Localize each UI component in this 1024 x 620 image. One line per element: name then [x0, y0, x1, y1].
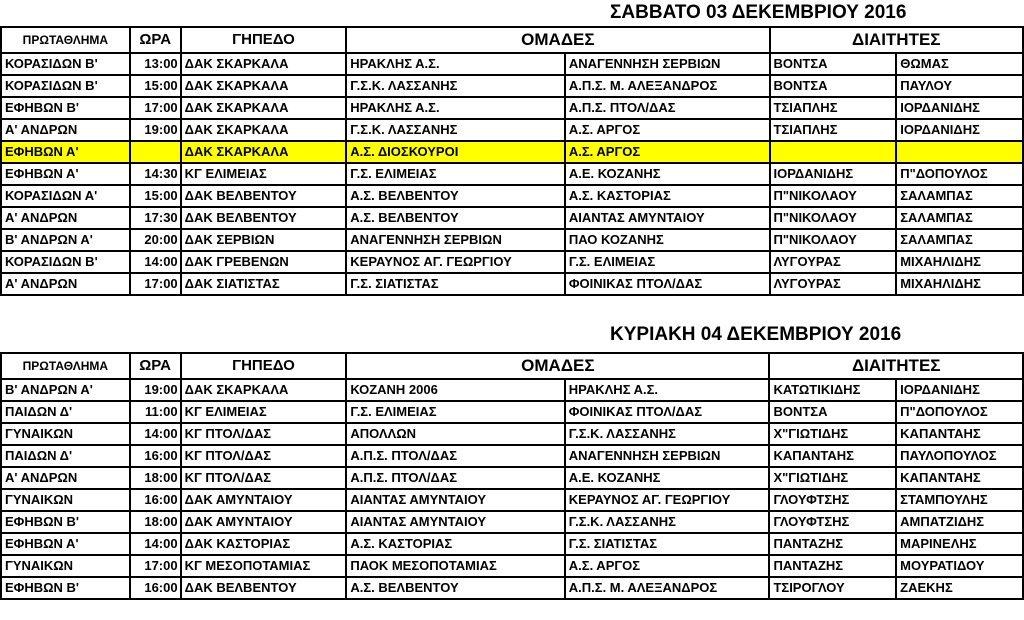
away-team-cell: ΗΡΑΚΛΗΣ Α.Σ.	[565, 379, 770, 401]
competition-cell: ΕΦΗΒΩΝ Α'	[1, 163, 130, 185]
saturday-header-row	[1, 27, 1023, 53]
home-team-cell: ΑΝΑΓΕΝΝΗΣΗ ΣΕΡΒΙΩΝ	[346, 229, 565, 251]
away-team-cell: Α.Ε. ΚΟΖΑΝΗΣ	[565, 467, 770, 489]
competition-cell: ΕΦΗΒΩΝ Β'	[1, 577, 130, 599]
referee-2-cell: ΘΩΜΑΣ	[896, 53, 1023, 75]
referee-2-cell: Π"ΔΟΠΟΥΛΟΣ	[896, 163, 1023, 185]
referee-2-cell: ΚΑΠΑΝΤΑΗΣ	[896, 423, 1023, 445]
time-cell: 15:00	[130, 185, 181, 207]
time-cell: 14:30	[130, 163, 181, 185]
competition-cell: ΓΥΝΑΙΚΩΝ	[1, 423, 130, 445]
time-cell: 14:00	[130, 251, 181, 273]
venue-cell: ΚΓ ΕΛΙΜΕΙΑΣ	[181, 401, 347, 423]
time-cell: 18:00	[130, 511, 181, 533]
time-cell: 11:00	[130, 401, 181, 423]
competition-cell: Β' ΑΝΔΡΩΝ Α'	[1, 229, 130, 251]
referee-1-cell: ΓΛΟΥΦΤΣΗΣ	[769, 511, 896, 533]
table-row	[1, 423, 1023, 445]
table-row	[1, 53, 1023, 75]
table-row	[1, 511, 1023, 533]
referee-1-cell: ΤΣΙΑΠΛΗΣ	[770, 119, 897, 141]
referee-2-cell: ΠΑΥΛΟΥ	[896, 75, 1023, 97]
away-team-cell: Α.Σ. ΑΡΓΟΣ	[565, 119, 770, 141]
competition-cell: ΚΟΡΑΣΙΔΩΝ Α'	[1, 185, 130, 207]
home-team-cell: ΑΙΑΝΤΑΣ ΑΜΥΝΤΑΙΟΥ	[346, 511, 564, 533]
referee-2-cell: ΜΙΧΑΗΛΙΔΗΣ	[896, 251, 1023, 273]
competition-cell: ΕΦΗΒΩΝ Β'	[1, 511, 130, 533]
table-row	[1, 533, 1023, 555]
referee-2-cell: ΙΟΡΔΑΝΙΔΗΣ	[896, 379, 1023, 401]
venue-cell: ΔΑΚ ΑΜΥΝΤΑΙΟΥ	[181, 489, 347, 511]
table-row	[1, 75, 1023, 97]
referee-2-cell: ΙΟΡΔΑΝΙΔΗΣ	[896, 97, 1023, 119]
header-competition: ΠΡΩΤΑΘΛΗΜΑ	[1, 353, 130, 379]
home-team-cell: Α.Σ. ΒΕΛΒΕΝΤΟΥ	[346, 207, 565, 229]
competition-cell: ΓΥΝΑΙΚΩΝ	[1, 489, 130, 511]
referee-1-cell: ΓΛΟΥΦΤΣΗΣ	[769, 489, 896, 511]
time-cell: 14:00	[130, 423, 181, 445]
referee-1-cell: Π"ΝΙΚΟΛΑΟΥ	[770, 207, 897, 229]
referee-2-cell: ΣΑΛΑΜΠΑΣ	[896, 229, 1023, 251]
venue-cell: ΚΓ ΠΤΟΛ/ΔΑΣ	[181, 423, 347, 445]
referee-1-cell: ΤΣΙΑΠΛΗΣ	[770, 97, 897, 119]
table-row	[1, 251, 1023, 273]
table-row	[1, 577, 1023, 599]
home-team-cell: Α.Σ. ΔΙΟΣΚΟΥΡΟΙ	[346, 141, 565, 163]
table-row	[1, 119, 1023, 141]
competition-cell: ΠΑΙΔΩΝ Δ'	[1, 401, 130, 423]
away-team-cell: ΑΝΑΓΕΝΝΗΣΗ ΣΕΡΒΙΩΝ	[565, 53, 770, 75]
time-cell: 16:00	[130, 489, 181, 511]
time-cell: 14:00	[130, 533, 181, 555]
home-team-cell: Γ.Σ.Κ. ΛΑΣΣΑΝΗΣ	[346, 75, 565, 97]
home-team-cell: Α.Σ. ΒΕΛΒΕΝΤΟΥ	[346, 185, 565, 207]
home-team-cell: ΚΟΖΑΝΗ 2006	[346, 379, 564, 401]
venue-cell: ΔΑΚ ΣΚΑΡΚΑΛΑ	[181, 97, 347, 119]
time-cell: 20:00	[130, 229, 181, 251]
venue-cell: ΔΑΚ ΓΡΕΒΕΝΩΝ	[181, 251, 347, 273]
venue-cell: ΔΑΚ ΣΚΑΡΚΑΛΑ	[181, 53, 347, 75]
sunday-header-row	[1, 353, 1023, 379]
home-team-cell: Α.Π.Σ. ΠΤΟΛ/ΔΑΣ	[346, 467, 564, 489]
away-team-cell: Γ.Σ. ΣΙΑΤΙΣΤΑΣ	[565, 533, 770, 555]
header-venue: ΓΗΠΕΔΟ	[181, 353, 347, 379]
venue-cell: ΔΑΚ ΣΚΑΡΚΑΛΑ	[181, 379, 347, 401]
away-team-cell: Α.Π.Σ. Μ. ΑΛΕΞΑΝΔΡΟΣ	[565, 577, 770, 599]
away-team-cell: Α.Σ. ΑΡΓΟΣ	[565, 141, 770, 163]
saturday-date-title: ΣΑΒΒΑΤΟ 03 ΔΕΚΕΜΒΡΙΟΥ 2016	[610, 2, 907, 23]
away-team-cell: Γ.Σ.Κ. ΛΑΣΣΑΝΗΣ	[565, 423, 770, 445]
venue-cell: ΚΓ ΕΛΙΜΕΙΑΣ	[181, 163, 347, 185]
home-team-cell: Α.Σ. ΒΕΛΒΕΝΤΟΥ	[346, 577, 564, 599]
away-team-cell: Γ.Σ.Κ. ΛΑΣΣΑΝΗΣ	[565, 511, 770, 533]
header-teams: ΟΜΑΔΕΣ	[346, 353, 769, 379]
home-team-cell: Γ.Σ. ΣΙΑΤΙΣΤΑΣ	[346, 273, 565, 295]
home-team-cell: Γ.Σ. ΕΛΙΜΕΙΑΣ	[346, 401, 564, 423]
referee-2-cell: ΣΑΛΑΜΠΑΣ	[896, 185, 1023, 207]
away-team-cell: Γ.Σ. ΕΛΙΜΕΙΑΣ	[565, 251, 770, 273]
time-cell: 16:00	[130, 445, 181, 467]
venue-cell: ΔΑΚ ΚΑΣΤΟΡΙΑΣ	[181, 533, 347, 555]
referee-2-cell: ΣΤΑΜΠΟΥΛΗΣ	[896, 489, 1023, 511]
referee-2-cell: ΖΑΕΚΗΣ	[896, 577, 1023, 599]
referee-1-cell: ΚΑΠΑΝΤΑΗΣ	[769, 445, 896, 467]
table-row	[1, 185, 1023, 207]
time-cell: 17:30	[130, 207, 181, 229]
venue-cell: ΔΑΚ ΣΕΡΒΙΩΝ	[181, 229, 347, 251]
home-team-cell: Γ.Σ. ΕΛΙΜΕΙΑΣ	[346, 163, 565, 185]
table-row	[1, 163, 1023, 185]
away-team-cell: ΠΑΟ ΚΟΖΑΝΗΣ	[565, 229, 770, 251]
header-venue: ΓΗΠΕΔΟ	[181, 27, 347, 53]
referee-2-cell	[896, 141, 1023, 163]
table-row	[1, 401, 1023, 423]
table-row	[1, 273, 1023, 295]
venue-cell: ΚΓ ΠΤΟΛ/ΔΑΣ	[181, 445, 347, 467]
referee-1-cell: ΙΟΡΔΑΝΙΔΗΣ	[770, 163, 897, 185]
competition-cell: ΕΦΗΒΩΝ Α'	[1, 533, 130, 555]
competition-cell: ΚΟΡΑΣΙΔΩΝ Β'	[1, 251, 130, 273]
home-team-cell: Α.Π.Σ. ΠΤΟΛ/ΔΑΣ	[346, 445, 564, 467]
competition-cell: Β' ΑΝΔΡΩΝ Α'	[1, 379, 130, 401]
referee-2-cell: ΜΟΥΡΑΤΙΔΟΥ	[896, 555, 1023, 577]
referee-1-cell: Π"ΝΙΚΟΛΑΟΥ	[770, 185, 897, 207]
away-team-cell: ΑΙΑΝΤΑΣ ΑΜΥΝΤΑΙΟΥ	[565, 207, 770, 229]
time-cell: 13:00	[130, 53, 181, 75]
home-team-cell: Γ.Σ.Κ. ΛΑΣΣΑΝΗΣ	[346, 119, 565, 141]
referee-1-cell: ΚΑΤΩΤΙΚΙΔΗΣ	[769, 379, 896, 401]
referee-2-cell: ΜΙΧΑΗΛΙΔΗΣ	[896, 273, 1023, 295]
away-team-cell: ΑΝΑΓΕΝΝΗΣΗ ΣΕΡΒΙΩΝ	[565, 445, 770, 467]
time-cell: 19:00	[130, 379, 181, 401]
header-referees: ΔΙΑΙΤΗΤΕΣ	[770, 27, 1024, 53]
table-row	[1, 445, 1023, 467]
venue-cell: ΔΑΚ ΒΕΛΒΕΝΤΟΥ	[181, 207, 347, 229]
table-row	[1, 229, 1023, 251]
referee-1-cell: ΛΥΓΟΥΡΑΣ	[770, 251, 897, 273]
referee-1-cell: ΠΑΝΤΑΖΗΣ	[769, 555, 896, 577]
header-teams: ΟΜΑΔΕΣ	[346, 27, 769, 53]
table-row	[1, 97, 1023, 119]
table-row	[1, 489, 1023, 511]
away-team-cell: Α.Π.Σ. Μ. ΑΛΕΞΑΝΔΡΟΣ	[565, 75, 770, 97]
competition-cell: ΕΦΗΒΩΝ Β'	[1, 97, 130, 119]
away-team-cell: Α.Π.Σ. ΠΤΟΛ/ΔΑΣ	[565, 97, 770, 119]
referee-1-cell: ΒΟΝΤΣΑ	[770, 75, 897, 97]
header-time: ΩΡΑ	[130, 353, 181, 379]
home-team-cell: ΑΠΟΛΛΩΝ	[346, 423, 564, 445]
competition-cell: Α' ΑΝΔΡΩΝ	[1, 207, 130, 229]
sunday-rows	[1, 353, 1023, 599]
table-row	[1, 207, 1023, 229]
home-team-cell: ΚΕΡΑΥΝΟΣ ΑΓ. ΓΕΩΡΓΙΟΥ	[346, 251, 565, 273]
competition-cell: ΠΑΙΔΩΝ Δ'	[1, 445, 130, 467]
header-referees: ΔΙΑΙΤΗΤΕΣ	[769, 353, 1023, 379]
competition-cell: ΚΟΡΑΣΙΔΩΝ Β'	[1, 53, 130, 75]
away-team-cell: ΦΟΙΝΙΚΑΣ ΠΤΟΛ/ΔΑΣ	[565, 273, 770, 295]
away-team-cell: Α.Σ. ΑΡΓΟΣ	[565, 555, 770, 577]
venue-cell: ΚΓ ΠΤΟΛ/ΔΑΣ	[181, 467, 347, 489]
away-team-cell: ΦΟΙΝΙΚΑΣ ΠΤΟΛ/ΔΑΣ	[565, 401, 770, 423]
time-cell: 17:00	[130, 273, 181, 295]
home-team-cell: ΑΙΑΝΤΑΣ ΑΜΥΝΤΑΙΟΥ	[346, 489, 564, 511]
referee-1-cell: Π"ΝΙΚΟΛΑΟΥ	[770, 229, 897, 251]
saturday-schedule-table	[0, 26, 1024, 296]
competition-cell: Α' ΑΝΔΡΩΝ	[1, 119, 130, 141]
venue-cell: ΔΑΚ ΑΜΥΝΤΑΙΟΥ	[181, 511, 347, 533]
competition-cell: ΚΟΡΑΣΙΔΩΝ Β'	[1, 75, 130, 97]
referee-2-cell: ΣΑΛΑΜΠΑΣ	[896, 207, 1023, 229]
competition-cell: ΓΥΝΑΙΚΩΝ	[1, 555, 130, 577]
time-cell: 16:00	[130, 577, 181, 599]
sunday-date-title: ΚΥΡΙΑΚΗ 04 ΔΕΚΕΜΒΡΙΟΥ 2016	[610, 324, 902, 345]
time-cell: 17:00	[130, 555, 181, 577]
referee-1-cell	[770, 141, 897, 163]
referee-1-cell: ΛΥΓΟΥΡΑΣ	[770, 273, 897, 295]
home-team-cell: ΗΡΑΚΛΗΣ Α.Σ.	[346, 53, 565, 75]
referee-1-cell: Χ"ΓΙΩΤΙΔΗΣ	[769, 423, 896, 445]
competition-cell: ΕΦΗΒΩΝ Α'	[1, 141, 130, 163]
saturday-rows	[1, 27, 1023, 295]
referee-2-cell: ΠΑΥΛΟΠΟΥΛΟΣ	[896, 445, 1023, 467]
home-team-cell: ΠΑΟΚ ΜΕΣΟΠΟΤΑΜΙΑΣ	[346, 555, 564, 577]
table-row	[1, 555, 1023, 577]
sunday-schedule-table	[0, 352, 1024, 600]
venue-cell: ΔΑΚ ΒΕΛΒΕΝΤΟΥ	[181, 185, 347, 207]
competition-cell: Α' ΑΝΔΡΩΝ	[1, 273, 130, 295]
header-time: ΩΡΑ	[130, 27, 181, 53]
venue-cell: ΔΑΚ ΣΚΑΡΚΑΛΑ	[181, 141, 347, 163]
referee-2-cell: ΚΑΠΑΝΤΑΗΣ	[896, 467, 1023, 489]
referee-1-cell: ΒΟΝΤΣΑ	[769, 401, 896, 423]
time-cell: 15:00	[130, 75, 181, 97]
venue-cell: ΔΑΚ ΣΚΑΡΚΑΛΑ	[181, 75, 347, 97]
venue-cell: ΔΑΚ ΣΚΑΡΚΑΛΑ	[181, 119, 347, 141]
time-cell: 19:00	[130, 119, 181, 141]
header-competition: ΠΡΩΤΑΘΛΗΜΑ	[1, 27, 130, 53]
home-team-cell: Α.Σ. ΚΑΣΤΟΡΙΑΣ	[346, 533, 564, 555]
away-team-cell: Α.Σ. ΚΑΣΤΟΡΙΑΣ	[565, 185, 770, 207]
table-row	[1, 141, 1023, 163]
table-row	[1, 467, 1023, 489]
time-cell: 17:00	[130, 97, 181, 119]
referee-1-cell: ΤΣΙΡΟΓΛΟΥ	[769, 577, 896, 599]
referee-2-cell: ΑΜΠΑΤΖΙΔΗΣ	[896, 511, 1023, 533]
venue-cell: ΔΑΚ ΒΕΛΒΕΝΤΟΥ	[181, 577, 347, 599]
time-cell: 18:00	[130, 467, 181, 489]
home-team-cell: ΗΡΑΚΛΗΣ Α.Σ.	[346, 97, 565, 119]
away-team-cell: Α.Ε. ΚΟΖΑΝΗΣ	[565, 163, 770, 185]
referee-2-cell: Π"ΔΟΠΟΥΛΟΣ	[896, 401, 1023, 423]
venue-cell: ΔΑΚ ΣΙΑΤΙΣΤΑΣ	[181, 273, 347, 295]
referee-1-cell: ΒΟΝΤΣΑ	[770, 53, 897, 75]
venue-cell: ΚΓ ΜΕΣΟΠΟΤΑΜΙΑΣ	[181, 555, 347, 577]
competition-cell: Α' ΑΝΔΡΩΝ	[1, 467, 130, 489]
referee-2-cell: ΜΑΡΙΝΕΛΗΣ	[896, 533, 1023, 555]
time-cell	[130, 141, 181, 163]
referee-1-cell: Χ"ΓΙΩΤΙΔΗΣ	[769, 467, 896, 489]
away-team-cell: ΚΕΡΑΥΝΟΣ ΑΓ. ΓΕΩΡΓΙΟΥ	[565, 489, 770, 511]
referee-1-cell: ΠΑΝΤΑΖΗΣ	[769, 533, 896, 555]
referee-2-cell: ΙΟΡΔΑΝΙΔΗΣ	[896, 119, 1023, 141]
table-row	[1, 379, 1023, 401]
